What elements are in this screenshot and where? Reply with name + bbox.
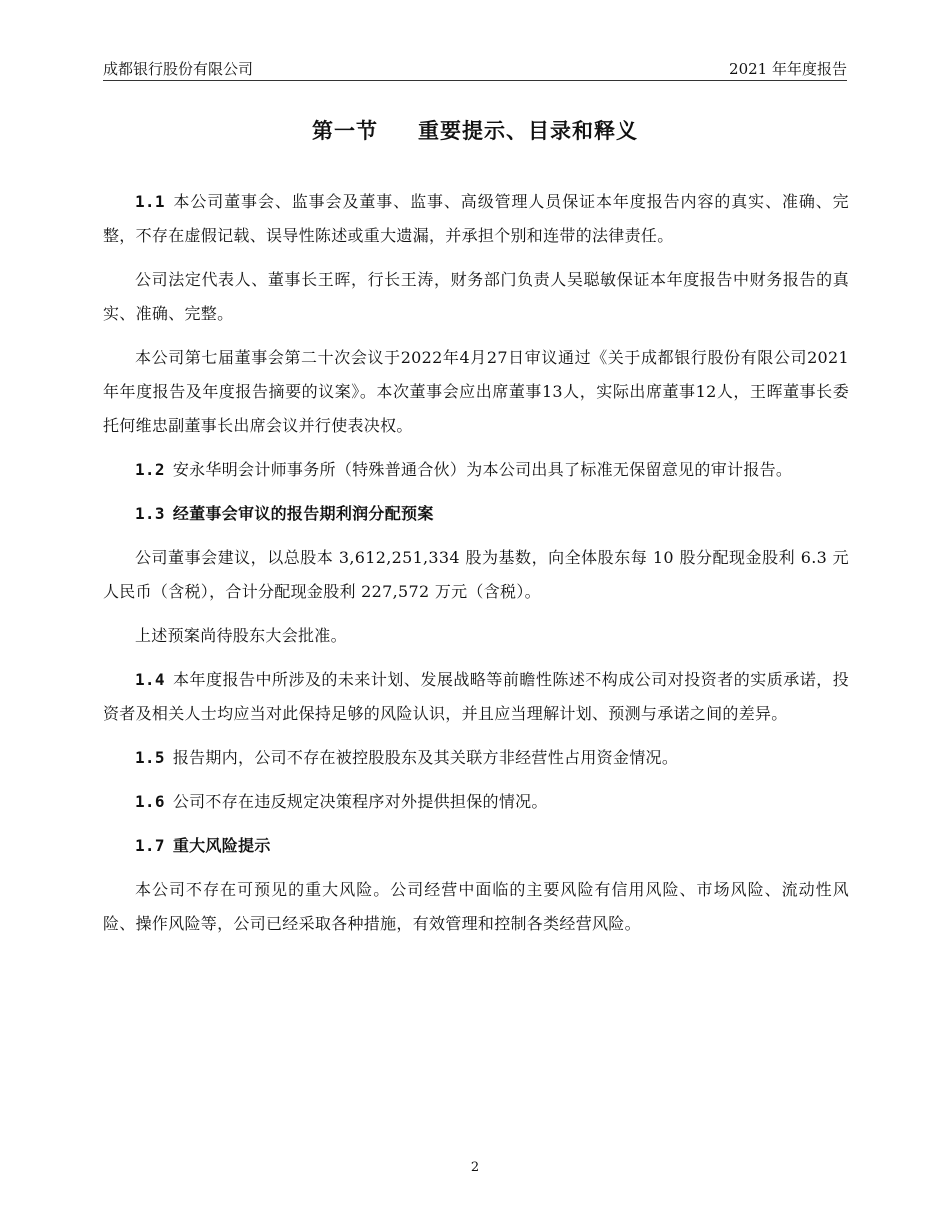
section-number: 1.6 [135,792,165,811]
paragraph-text: 安永华明会计师事务所（特殊普通合伙）为本公司出具了标准无保留意见的审计报告。 [172,460,793,479]
section-number: 1.2 [135,460,165,479]
paragraph-text: 上述预案尚待股东大会批准。 [135,626,347,645]
document-body [103,185,849,951]
paragraph-text: 公司董事会建议，以总股本 3,612,251,334 股为基数，向全体股东每 10 股分配现金股利 6.3 元人民币（含税），合计分配现金股利 227,572 万元（含税）。 [103,548,849,601]
paragraph [103,185,849,253]
chapter-label: 第一节 [312,119,378,143]
page-header [103,58,847,81]
company-name: 成都银行股份有限公司 [103,60,254,78]
paragraph [103,497,849,531]
section-number: 1.3 [135,504,165,523]
paragraph [103,829,849,863]
paragraph [103,873,849,941]
subsection-heading: 经董事会审议的报告期利润分配预案 [172,504,434,523]
paragraph [103,453,849,487]
paragraph-text: 本公司不存在可预见的重大风险。公司经营中面临的主要风险有信用风险、市场风险、流动性风险、操作风险等，公司已经采取各种措施，有效管理和控制各类经营风险。 [103,880,849,933]
chapter-name: 重要提示、目录和释义 [418,119,638,143]
paragraph-text: 本公司第七届董事会第二十次会议于2022年4月27日审议通过《关于成都银行股份有限公司2021年年度报告及年度报告摘要的议案》。本次董事会应出席董事13人，实际出席董事12人，王晖董事长委托何维忠副董事长出席会议并行使表决权。 [103,348,849,435]
report-name: 2021 年年度报告 [729,60,847,78]
paragraph [103,263,849,331]
paragraph-text: 公司法定代表人、董事长王晖，行长王涛，财务部门负责人吴聪敏保证本年度报告中财务报告的真实、准确、完整。 [103,270,849,323]
paragraph [103,741,849,775]
section-title [0,115,950,145]
paragraph-text: 报告期内，公司不存在被控股股东及其关联方非经营性占用资金情况。 [172,748,679,767]
subsection-heading: 重大风险提示 [172,836,271,855]
paragraph [103,541,849,609]
page-number: 2 [470,1160,480,1175]
section-number: 1.1 [135,192,165,211]
paragraph [103,619,849,653]
paragraph-text: 本年度报告中所涉及的未来计划、发展战略等前瞻性陈述不构成公司对投资者的实质承诺，投资者及相关人士均应当对此保持足够的风险认识，并且应当理解计划、预测与承诺之间的差异。 [103,670,849,723]
paragraph-text: 公司不存在违反规定决策程序对外提供担保的情况。 [172,792,548,811]
paragraph [103,785,849,819]
section-number: 1.5 [135,748,165,767]
paragraph-text: 本公司董事会、监事会及董事、监事、高级管理人员保证本年度报告内容的真实、准确、完整，不存在虚假记载、误导性陈述或重大遗漏，并承担个别和连带的法律责任。 [103,192,849,245]
section-number: 1.4 [135,670,165,689]
section-number: 1.7 [135,836,165,855]
paragraph [103,341,849,443]
paragraph [103,663,849,731]
